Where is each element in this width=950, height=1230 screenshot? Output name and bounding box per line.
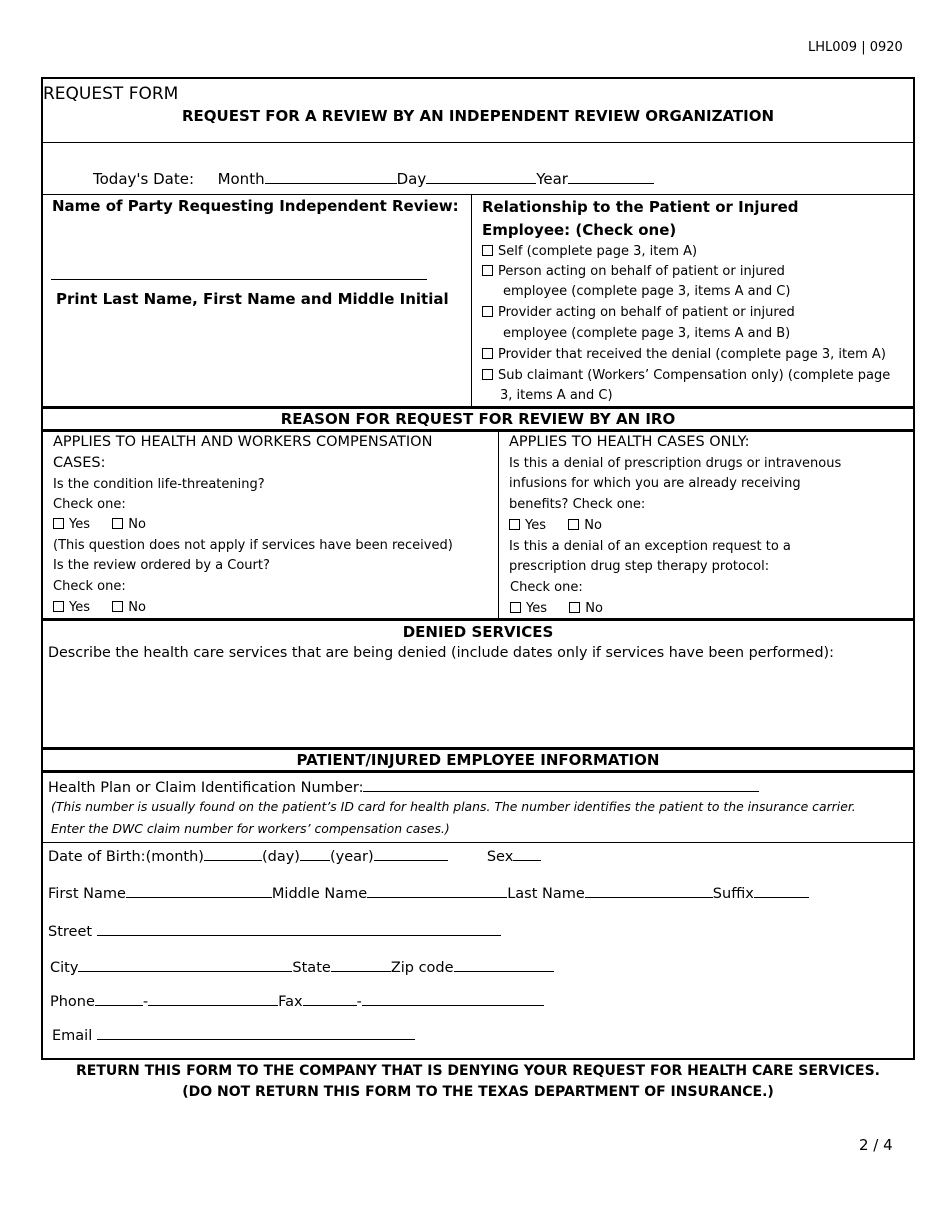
zip-field[interactable] [454,957,554,972]
form-code: LHL009 | 0920 [808,40,903,55]
year-label: Year [536,170,568,188]
checkbox[interactable] [569,602,580,613]
email-row [52,1025,415,1044]
requester-name-field[interactable] [51,279,427,280]
step-therapy-question: Is this a denial of an exception request to a [509,539,791,554]
reason-right-title: APPLIES TO HEALTH CASES ONLY: [509,434,750,450]
last-name-label: Last Name [507,886,585,902]
page-number: 2 / 4 [859,1136,893,1154]
street-label: Street [48,924,93,940]
checkbox[interactable] [482,265,493,276]
dob-year-label: (year) [329,849,374,865]
prescription-question: benefits? Check one: [509,497,646,512]
prescription-options [509,518,602,533]
yes-option[interactable]: Yes [509,518,546,533]
check-one-label: Check one: [53,579,126,594]
checkbox[interactable] [112,601,123,612]
checkbox[interactable] [482,348,493,359]
checkbox[interactable] [482,369,493,380]
state-field[interactable] [331,957,391,972]
divider [41,842,915,843]
denied-heading: DENIED SERVICES [402,623,554,641]
claim-id-row [48,777,759,796]
suffix-label: Suffix [712,886,754,902]
month-field[interactable] [265,169,397,184]
state-label: State [292,960,331,976]
patient-heading: PATIENT/INJURED EMPLOYEE INFORMATION [296,751,660,769]
dob-day-label: (day) [261,849,300,865]
column-divider [471,194,472,407]
return-instruction: RETURN THIS FORM TO THE COMPANY THAT IS DENYING YOUR REQUEST FOR HEALTH CARE SERVICES. [76,1063,880,1079]
court-ordered-question: Is the review ordered by a Court? [53,558,270,573]
day-label: Day [396,170,427,188]
form-label: REQUEST FORM [43,84,179,104]
phone-row [50,991,544,1010]
requester-heading: Name of Party Requesting Independent Review: [52,197,459,215]
checkbox[interactable] [482,306,493,317]
first-name-field[interactable] [126,883,272,898]
relationship-option-provider-behalf[interactable]: Provider acting on behalf of patient or injured [482,305,795,320]
claim-id-note: Enter the DWC claim number for workers’ compensation cases.) [51,821,450,836]
middle-name-field[interactable] [367,883,507,898]
yes-option[interactable]: Yes [53,600,90,615]
checkbox[interactable] [568,519,579,530]
relationship-option-sub-claimant-cont: 3, items A and C) [500,388,613,403]
claim-id-label: Health Plan or Claim Identification Number: [48,780,364,796]
phone-number-field[interactable] [148,991,278,1006]
dob-month-label: (month) [145,849,204,865]
street-row [48,921,501,940]
fax-area-field[interactable] [303,991,357,1006]
divider [41,406,915,409]
dash: - [142,994,149,1010]
check-one-label: Check one: [510,580,583,595]
sex-label: Sex [486,849,514,865]
zip-label: Zip code [390,960,454,976]
divider [41,429,915,432]
reason-left-title: CASES: [53,455,106,471]
reason-heading: REASON FOR REQUEST FOR REVIEW BY AN IRO [280,410,676,428]
checkbox[interactable] [53,518,64,529]
dob-label: Date of Birth: [48,849,146,865]
return-instruction: (DO NOT RETURN THIS FORM TO THE TEXAS DEPARTMENT OF INSURANCE.) [182,1084,774,1100]
email-label: Email [52,1028,93,1044]
phone-area-field[interactable] [95,991,143,1006]
suffix-field[interactable] [754,883,809,898]
life-threatening-question: Is the condition life-threatening? [53,477,265,492]
dob-year-field[interactable] [374,846,448,861]
month-label: Month [217,170,265,188]
divider [41,618,915,621]
question-note: (This question does not apply if services have been received) [53,538,453,553]
dob-row [48,846,541,865]
no-option[interactable]: No [568,518,602,533]
step-therapy-options [510,601,603,616]
prescription-question: infusions for which you are already receiving [509,476,801,491]
check-one-label: Check one: [53,497,126,512]
denied-services-field[interactable] [48,670,908,742]
day-field[interactable] [426,169,536,184]
city-row [50,957,554,976]
column-divider [498,431,499,619]
claim-id-note: (This number is usually found on the patient’s ID card for health plans. The number identifies the patient to the insurance carrier. [51,799,856,814]
no-option[interactable]: No [112,600,146,615]
prescription-question: Is this a denial of prescription drugs or intravenous [509,456,842,471]
fax-label: Fax [278,994,303,1010]
court-ordered-options [53,600,146,615]
checkbox[interactable] [482,245,493,256]
no-option[interactable]: No [112,517,146,532]
denied-description: Describe the health care services that are being denied (include dates only if services have been performed): [48,645,834,661]
divider [41,194,915,195]
dob-day-field[interactable] [300,846,330,861]
dob-month-field[interactable] [204,846,262,861]
claim-id-field[interactable] [363,777,759,792]
reason-left-title: APPLIES TO HEALTH AND WORKERS COMPENSATION [53,434,433,450]
relationship-option-provider-denial[interactable]: Provider that received the denial (complete page 3, item A) [482,347,886,362]
divider [41,747,915,750]
no-option[interactable]: No [569,601,603,616]
relationship-heading: Relationship to the Patient or Injured [482,198,799,216]
divider [41,142,915,143]
checkbox[interactable] [509,519,520,530]
date-row [93,169,654,188]
date-label: Today's Date: [93,170,194,188]
city-label: City [50,960,79,976]
relationship-option-self[interactable]: Self (complete page 3, item A) [482,244,697,259]
fax-number-field[interactable] [362,991,544,1006]
first-name-label: First Name [48,886,126,902]
yes-option[interactable]: Yes [510,601,547,616]
relationship-option-person-cont: employee (complete page 3, items A and C) [503,284,791,299]
last-name-field[interactable] [585,883,713,898]
middle-name-label: Middle Name [271,886,368,902]
phone-label: Phone [50,994,95,1010]
city-field[interactable] [78,957,292,972]
checkbox[interactable] [510,602,521,613]
checkbox[interactable] [53,601,64,612]
step-therapy-question: prescription drug step therapy protocol: [509,559,770,574]
name-row [48,883,809,902]
street-field[interactable] [97,921,501,936]
yes-option[interactable]: Yes [53,517,90,532]
relationship-option-sub-claimant[interactable]: Sub claimant (Workers’ Compensation only) (complete page [482,368,890,383]
checkbox[interactable] [112,518,123,529]
relationship-option-person[interactable]: Person acting on behalf of patient or injured [482,264,785,279]
divider [41,770,915,773]
email-field[interactable] [97,1025,415,1040]
relationship-option-provider-behalf-cont: employee (complete page 3, items A and B) [503,326,791,341]
relationship-heading: Employee: (Check one) [482,221,677,239]
form-title: REQUEST FOR A REVIEW BY AN INDEPENDENT REVIEW ORGANIZATION [181,107,775,125]
sex-field[interactable] [513,846,541,861]
dash: - [356,994,362,1010]
life-threatening-options [53,517,146,532]
requester-print-label: Print Last Name, First Name and Middle Initial [56,290,449,308]
year-field[interactable] [568,169,654,184]
